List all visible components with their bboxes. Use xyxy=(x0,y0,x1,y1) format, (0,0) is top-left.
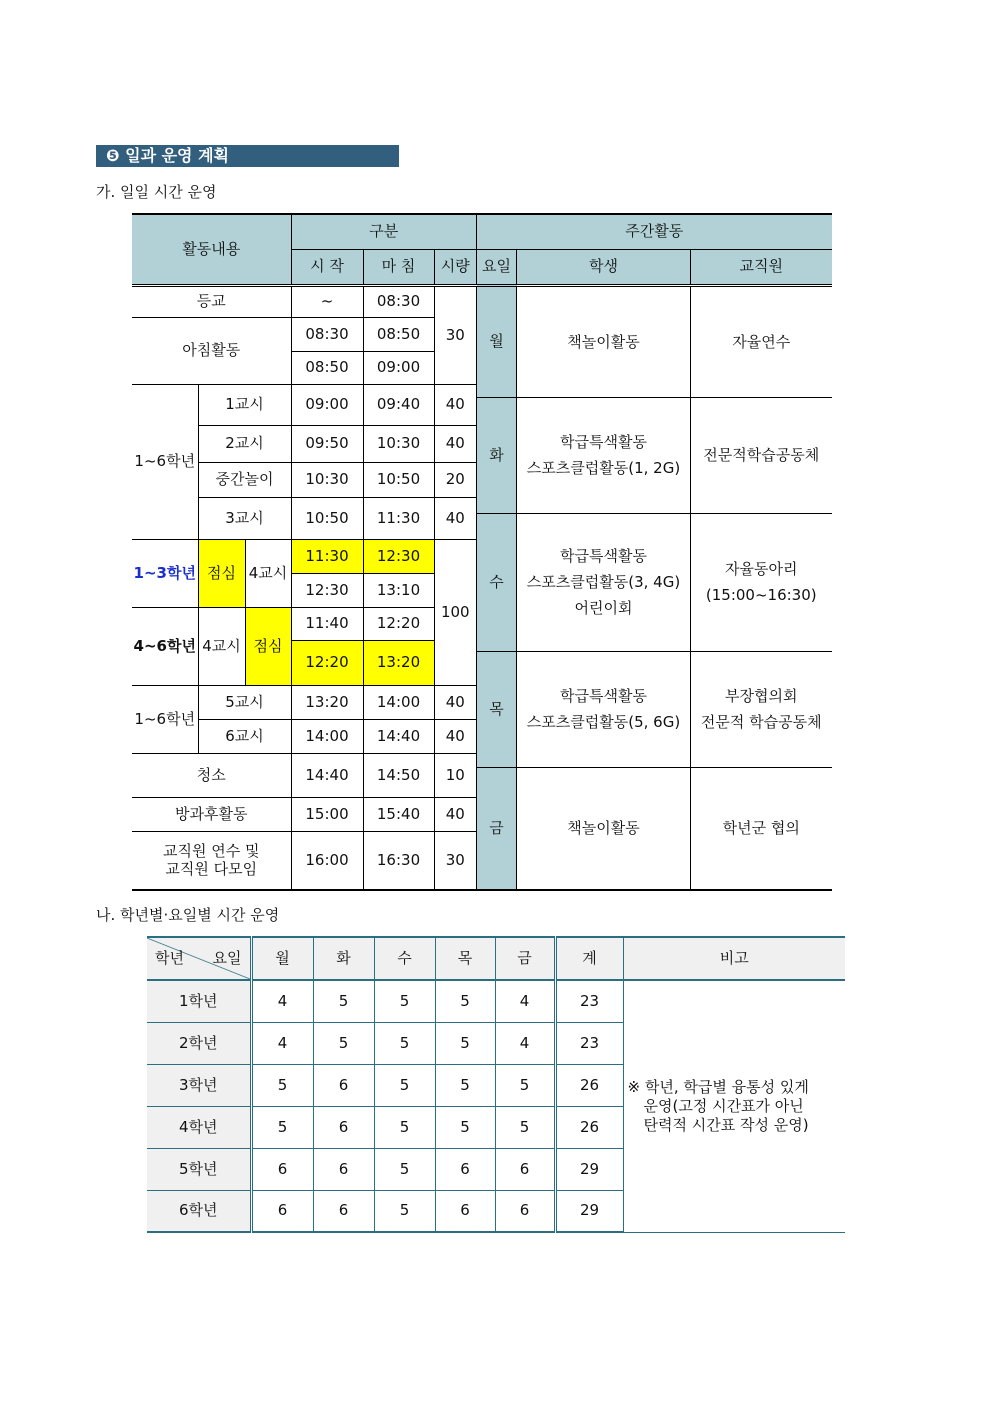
header-weekday: 화 xyxy=(313,937,374,980)
student-activity-line: 스포츠클럽활동(5, 6G) xyxy=(526,713,681,731)
hours-cell: 5 xyxy=(374,980,435,1022)
header-minutes: 시량 xyxy=(434,249,476,285)
section-title: ❺ 일과 운영 계획 xyxy=(96,145,399,167)
cleaning-start: 14:40 xyxy=(291,753,363,797)
header-day: 요일 xyxy=(477,249,517,285)
period-1: 1교시 xyxy=(198,384,291,425)
staff-training-line-1: 교직원 연수 및 xyxy=(163,841,260,860)
period-6-end: 14:40 xyxy=(363,719,434,753)
corner-day: 요일 xyxy=(212,949,242,968)
morning-label: 아침활동 xyxy=(132,317,291,384)
weekday-2: 수 xyxy=(477,513,517,651)
header-weekly: 주간활동 xyxy=(477,214,832,249)
cleaning: 청소 xyxy=(132,753,291,797)
total-cell: 29 xyxy=(555,1190,623,1232)
hours-cell: 5 xyxy=(251,1064,313,1106)
header-category: 구분 xyxy=(291,214,476,249)
afterschool-end: 15:40 xyxy=(363,797,434,831)
grade-4-6-label: 4~6학년 xyxy=(132,607,198,685)
period-1-end: 09:40 xyxy=(363,384,434,425)
staff-training-minutes: 30 xyxy=(434,831,476,890)
student-activity xyxy=(517,651,691,767)
hours-cell: 6 xyxy=(313,1148,374,1190)
period-1-start: 09:00 xyxy=(291,384,363,425)
staff-training-start: 16:00 xyxy=(291,831,363,890)
grade-4-6-period-4: 4교시 xyxy=(198,607,245,685)
period-2-minutes: 40 xyxy=(434,425,476,462)
arrival-label: 등교 xyxy=(132,285,291,317)
period-6-start: 14:00 xyxy=(291,719,363,753)
student-activity-line: 책놀이활동 xyxy=(567,819,640,838)
grade-4-6-start-2: 12:20 xyxy=(291,640,363,685)
student-activity xyxy=(517,513,691,651)
header-weekday: 월 xyxy=(251,937,313,980)
staff-activity-line: 부장협의회 xyxy=(725,687,798,705)
daily-schedule-table xyxy=(132,213,476,891)
weekly-activity-table xyxy=(476,213,832,891)
header-weekday: 수 xyxy=(374,937,435,980)
period-3-minutes: 40 xyxy=(434,497,476,539)
hours-cell: 4 xyxy=(495,1022,555,1064)
staff-activity-line: (15:00~16:30) xyxy=(705,586,817,604)
period-2: 2교시 xyxy=(198,425,291,462)
arrival-start: ~ xyxy=(291,285,363,317)
student-activity xyxy=(517,285,691,397)
staff-training xyxy=(132,831,291,890)
table-row xyxy=(147,980,845,1022)
grade-1-3-label: 1~3학년 xyxy=(132,539,198,607)
student-activity-line: 학급특색활동 xyxy=(560,687,647,705)
note-line: 운영(고정 시간표가 아닌 xyxy=(643,1096,804,1115)
period-3: 3교시 xyxy=(198,497,291,539)
hours-cell: 4 xyxy=(251,1022,313,1064)
recess: 중간놀이 xyxy=(198,462,291,497)
period-5: 5교시 xyxy=(198,685,291,719)
grade-4-6-start-1: 11:40 xyxy=(291,607,363,640)
period-2-start: 09:50 xyxy=(291,425,363,462)
staff-training-end: 16:30 xyxy=(363,831,434,890)
hours-cell: 5 xyxy=(313,980,374,1022)
hours-cell: 5 xyxy=(435,1022,495,1064)
corner-header xyxy=(147,937,251,980)
total-cell: 26 xyxy=(555,1064,623,1106)
header-end: 마 침 xyxy=(363,249,434,285)
grade-label: 6학년 xyxy=(147,1190,251,1232)
weekday-4: 금 xyxy=(477,767,517,890)
header-student: 학생 xyxy=(517,249,691,285)
period-5-start: 13:20 xyxy=(291,685,363,719)
hours-cell: 5 xyxy=(435,980,495,1022)
grade-1-6-label: 1~6학년 xyxy=(132,384,198,539)
period-1-minutes: 40 xyxy=(434,384,476,425)
staff-activity xyxy=(691,651,832,767)
hours-cell: 5 xyxy=(374,1022,435,1064)
grade-1-6-label-2: 1~6학년 xyxy=(132,685,198,753)
weekday-1: 화 xyxy=(477,397,517,513)
hours-cell: 6 xyxy=(313,1064,374,1106)
afterschool-start: 15:00 xyxy=(291,797,363,831)
cleaning-minutes: 10 xyxy=(434,753,476,797)
total-cell: 23 xyxy=(555,1022,623,1064)
total-cell: 29 xyxy=(555,1148,623,1190)
hours-cell: 6 xyxy=(495,1148,555,1190)
morning-end-1: 08:50 xyxy=(363,317,434,351)
staff-activity xyxy=(691,513,832,651)
grade-label: 5학년 xyxy=(147,1148,251,1190)
arrival-end: 08:30 xyxy=(363,285,434,317)
lunch-minutes: 100 xyxy=(434,539,476,685)
recess-minutes: 20 xyxy=(434,462,476,497)
period-3-end: 11:30 xyxy=(363,497,434,539)
student-activity-line: 학급특색활동 xyxy=(560,547,647,565)
student-activity-line: 학급특색활동 xyxy=(560,433,647,451)
grade-1-3-start-2: 12:30 xyxy=(291,573,363,607)
grade-1-3-lunch: 점심 xyxy=(198,539,245,607)
total-cell: 26 xyxy=(555,1106,623,1148)
grade-label: 4학년 xyxy=(147,1106,251,1148)
hours-cell: 5 xyxy=(374,1064,435,1106)
grade-1-3-end-1: 12:30 xyxy=(363,539,434,573)
student-activity-line: 스포츠클럽활동(3, 4G) xyxy=(526,573,681,591)
afterschool: 방과후활동 xyxy=(132,797,291,831)
hours-cell: 5 xyxy=(435,1064,495,1106)
period-6: 6교시 xyxy=(198,719,291,753)
header-note: 비고 xyxy=(623,937,845,980)
grade-label: 1학년 xyxy=(147,980,251,1022)
staff-activity-line: 학년군 협의 xyxy=(722,819,800,838)
grade-1-3-period-4: 4교시 xyxy=(245,539,291,607)
cleaning-end: 14:50 xyxy=(363,753,434,797)
total-cell: 23 xyxy=(555,980,623,1022)
staff-activity-line: 자율연수 xyxy=(732,332,791,351)
hours-cell: 6 xyxy=(435,1190,495,1232)
hours-cell: 5 xyxy=(374,1190,435,1232)
morning-minutes: 30 xyxy=(434,285,476,384)
staff-activity xyxy=(691,397,832,513)
grade-1-3-end-2: 13:10 xyxy=(363,573,434,607)
note-line: 탄력적 시간표 작성 운영) xyxy=(643,1115,809,1134)
header-weekday: 금 xyxy=(495,937,555,980)
grade-4-6-end-1: 12:20 xyxy=(363,607,434,640)
grade-label: 3학년 xyxy=(147,1064,251,1106)
period-5-minutes: 40 xyxy=(434,685,476,719)
period-2-end: 10:30 xyxy=(363,425,434,462)
subheading-daily: 가. 일일 시간 운영 xyxy=(96,183,217,201)
hours-cell: 6 xyxy=(435,1148,495,1190)
hours-cell: 6 xyxy=(251,1148,313,1190)
afterschool-minutes: 40 xyxy=(434,797,476,831)
weekday-3: 목 xyxy=(477,651,517,767)
hours-cell: 5 xyxy=(495,1106,555,1148)
staff-activity-line: 전문적 학습공동체 xyxy=(700,713,822,731)
morning-start-2: 08:50 xyxy=(291,351,363,384)
hours-cell: 5 xyxy=(495,1064,555,1106)
student-activity-line: 스포츠클럽활동(1, 2G) xyxy=(526,459,681,477)
student-activity xyxy=(517,397,691,513)
student-activity-line: 책놀이활동 xyxy=(567,332,640,351)
grade-1-3-start-1: 11:30 xyxy=(291,539,363,573)
grade-weekday-table xyxy=(147,936,845,1233)
period-3-start: 10:50 xyxy=(291,497,363,539)
grade-label: 2학년 xyxy=(147,1022,251,1064)
period-6-minutes: 40 xyxy=(434,719,476,753)
recess-start: 10:30 xyxy=(291,462,363,497)
staff-activity xyxy=(691,285,832,397)
corner-grade: 학년 xyxy=(155,949,184,968)
student-activity-line: 어린이회 xyxy=(574,599,633,617)
header-staff: 교직원 xyxy=(691,249,832,285)
header-activity: 활동내용 xyxy=(132,214,291,285)
hours-cell: 5 xyxy=(251,1106,313,1148)
student-activity xyxy=(517,767,691,890)
hours-cell: 6 xyxy=(495,1190,555,1232)
hours-cell: 4 xyxy=(495,980,555,1022)
morning-end-2: 09:00 xyxy=(363,351,434,384)
subheading-grade: 나. 학년별·요일별 시간 운영 xyxy=(96,906,280,924)
note-cell xyxy=(623,980,845,1232)
hours-cell: 5 xyxy=(313,1022,374,1064)
weekday-0: 월 xyxy=(477,285,517,397)
hours-cell: 5 xyxy=(374,1106,435,1148)
hours-cell: 6 xyxy=(251,1190,313,1232)
hours-cell: 6 xyxy=(313,1190,374,1232)
recess-end: 10:50 xyxy=(363,462,434,497)
staff-training-line-2: 교직원 다모임 xyxy=(165,860,258,879)
staff-activity-line: 전문적학습공동체 xyxy=(703,446,820,464)
hours-cell: 5 xyxy=(435,1106,495,1148)
staff-activity-line: 자율동아리 xyxy=(725,560,798,578)
staff-activity xyxy=(691,767,832,890)
header-total: 계 xyxy=(555,937,623,980)
header-start: 시 작 xyxy=(291,249,363,285)
hours-cell: 6 xyxy=(313,1106,374,1148)
grade-4-6-lunch: 점심 xyxy=(245,607,291,685)
header-weekday: 목 xyxy=(435,937,495,980)
period-5-end: 14:00 xyxy=(363,685,434,719)
grade-4-6-end-2: 13:20 xyxy=(363,640,434,685)
morning-start-1: 08:30 xyxy=(291,317,363,351)
note-line: ※ 학년, 학급별 융통성 있게 xyxy=(627,1078,809,1097)
hours-cell: 4 xyxy=(251,980,313,1022)
hours-cell: 5 xyxy=(374,1148,435,1190)
